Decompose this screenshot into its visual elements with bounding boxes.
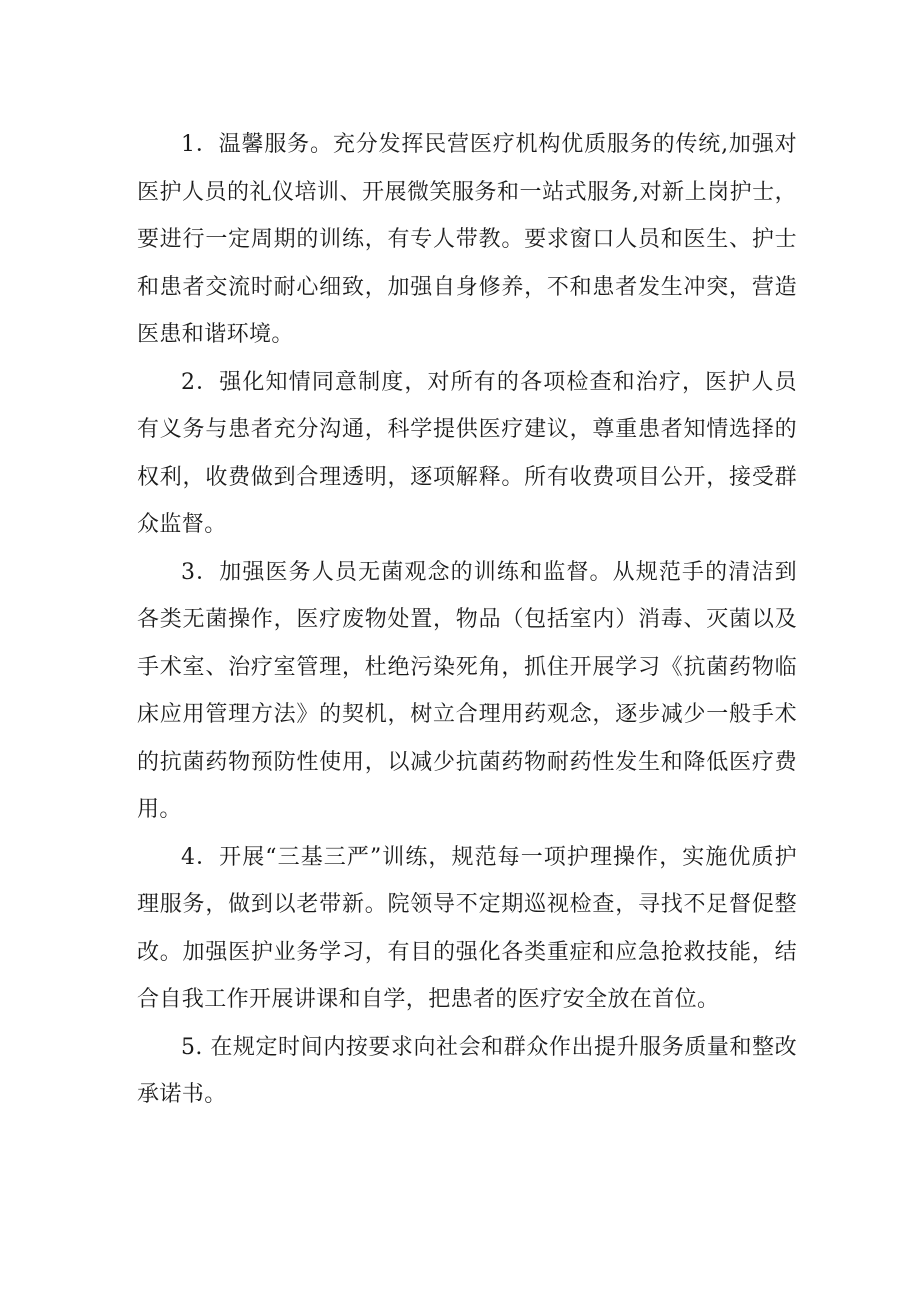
paragraph-3: 3．加强医务人员无菌观念的训练和监督。从规范手的清洁到各类无菌操作，医疗废物处置，物品（包括室内）消毒、灭菌以及手术室、治疗室管理，杜绝污染死角，抓住开展学习《抗菌药物临床应用管理方法》的契机，树立合理用药观念，逐步减少一般手术的抗菌药物预防性使用，以减少抗菌药物耐药性发生和降低医疗费用。: [137, 559, 797, 822]
document-body: [137, 121, 797, 1119]
paragraph-5: 5. 在规定时间内按要求向社会和群众作出提升服务质量和整改承诺书。: [137, 1034, 797, 1107]
paragraph-2: 2．强化知情同意制度，对所有的各项检查和治疗，医护人员有义务与患者充分沟通，科学提供医疗建议，尊重患者知情选择的权利，收费做到合理透明，逐项解释。所有收费项目公开，接受群众监督。: [137, 369, 797, 537]
paragraph-1: 1．温馨服务。充分发挥民营医疗机构优质服务的传统,加强对医护人员的礼仪培训、开展微笑服务和一站式服务,对新上岗护士，要进行一定周期的训练，有专人带教。要求窗口人员和医生、护士和患者交流时耐心细致，加强自身修养，不和患者发生冲突，营造医患和谐环境。: [137, 132, 797, 347]
paragraph-4: 4．开展“三基三严”训练，规范每一项护理操作，实施优质护理服务，做到以老带新。院领导不定期巡视检查，寻找不足督促整改。加强医护业务学习，有目的强化各类重症和应急抢救技能，结合自我工作开展讲课和自学，把患者的医疗安全放在首位。: [137, 844, 797, 1012]
